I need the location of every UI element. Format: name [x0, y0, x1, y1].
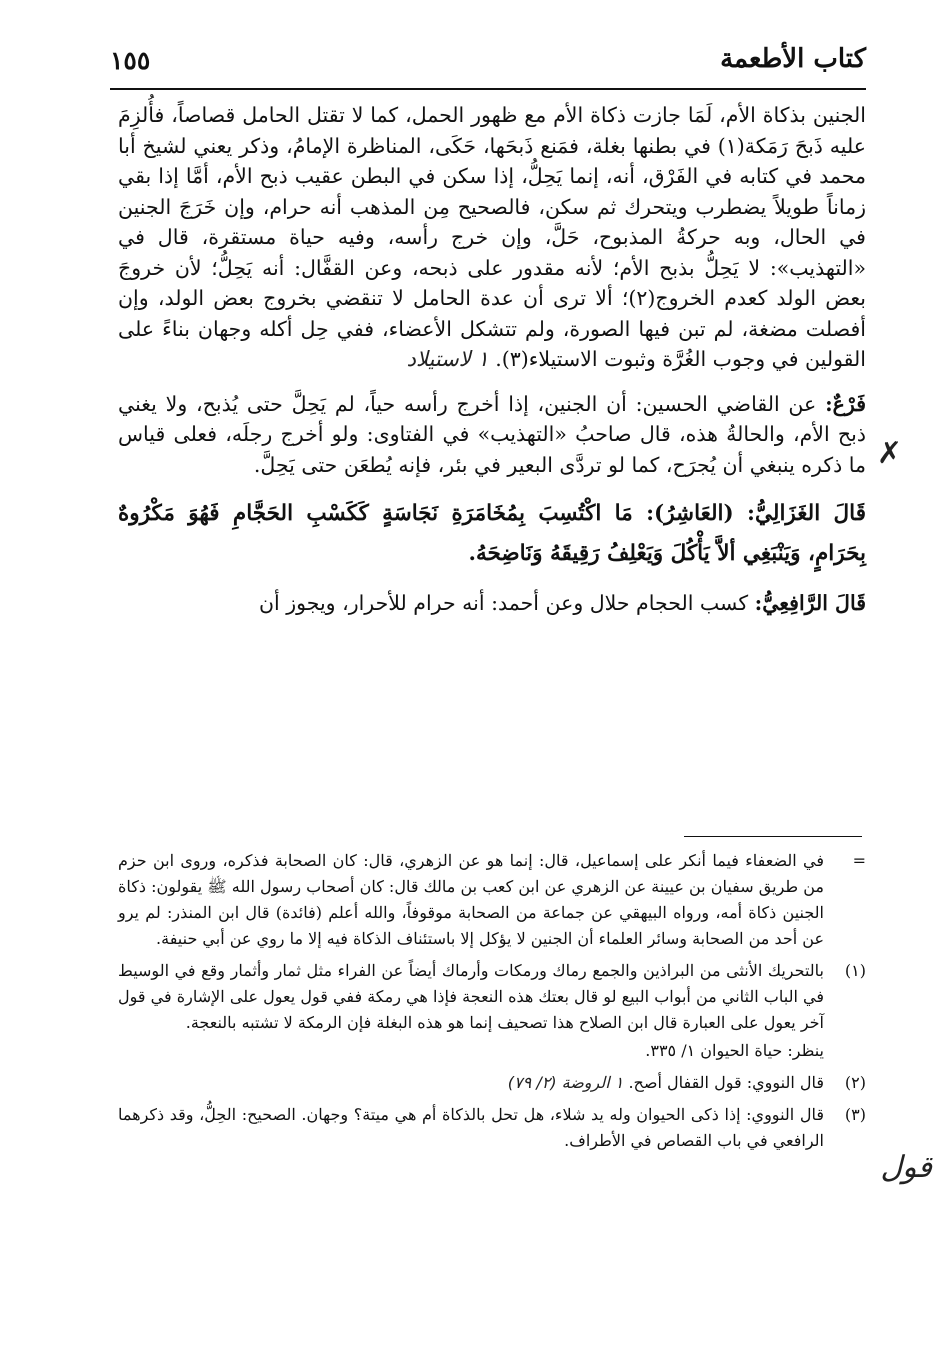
footnote-2-text: قال النووي: قول القفال أصح. — [628, 1073, 824, 1092]
footnote-1-reference: ينظر: حياة الحيوان ١/ ٣٣٥. — [645, 1041, 824, 1060]
footnote-2-marker: (٢) — [844, 1073, 866, 1092]
page-number: ١٥٥ — [110, 46, 151, 75]
rafii-paragraph — [118, 588, 866, 619]
rafii-heading: قَالَ الرَّافِعِيُّ: — [754, 591, 866, 615]
far-heading: فَرْعٌ: — [825, 391, 866, 416]
footnote-continuation-marker: = — [852, 851, 866, 870]
footnote-1-marker: (١) — [844, 961, 866, 980]
paragraph-1 — [118, 100, 866, 375]
paragraph-1-text: الجنين بذكاة الأم، لَمَا جازت ذكاة الأم مع ظهور الحمل، كما لا تقتل الحامل قصاصاً، فأُلزِمَ عليه ذَبحَ رَمَكة(١) في بطنها بغلة، فمَنع ذَبحَها، حَكَى، المناظرة الإمامُ، وذكر يعني لشيخ أبا محمد في كتابه في الفَرْق، أنه، إنما يَحِلُّ، إذا سكن في البطن عقيب ذبح الأم، أمَّا إذا بقي زماناً طويلاً يضطرب ويتحرك ثم سكن، فالصحيح مِن المذهب أنه حرام، وإن خَرَجَ الجنين في الحال، وبه حركةُ المذبوح، حَلَّ، وإن خرج رأسه، وفيه حياة مستقرة، قال في «التهذيب»: لا يَحِلُّ بذبح الأم؛ لأنه مقدور على ذبحه، وعن القفَّال: أنه يَحِلُّ؛ لأن خروجَ بعض الولد كعدم الخروج(٢)؛ ألا ترى أن عدة الحامل لا تنقضي بخروج بعض الولد، وإن أفصلت مضغة، لم تبن فيها الصورة، ولم تتشكل الأعضاء، ففي حِل أكله وجهان بناءً على القولين في وجوب الغُرَّة وثبوت الاستيلاء(٣). — [118, 103, 866, 371]
footnote-2 — [118, 1070, 866, 1096]
footnote-continuation-text: في الضعفاء فيما أنكر على إسماعيل، قال: إنما هو عن الزهري، قال: كان الصحابة فذكره، وروى ابن حزم من طريق سفيان بن عيينة عن الزهري عن ابن كعب بن مالك قال: كان أصحاب رسول الله ﷺ يقولون: ذكاة الجنين ذكاة أمه، ورواه البيهقي عن جماعة من الصحابة موقوفاً، والله أعلم (فائدة) قال ابن المنذر: لم يرو عن أحد من الصحابة وسائر العلماء أن الجنين لا يؤكل إلا باستئناف الذكاة فيه إلا ما روي عن أبي حنيفة. — [118, 851, 825, 948]
footnote-3 — [118, 1102, 866, 1154]
margin-x-mark: ✗ — [876, 436, 902, 471]
main-text — [118, 100, 866, 619]
rafii-paragraph-text: كسب الحجام حلال وعن أحمد: أنه حرام للأحرار، ويجوز أن — [258, 591, 749, 615]
footnote-3-marker: (٣) — [844, 1105, 866, 1124]
footnote-rule — [684, 836, 862, 837]
margin-handwritten-word: قول — [880, 1150, 932, 1185]
footnote-continuation — [118, 848, 866, 952]
footnote-2-handwritten-note: ١ الروضة (٢/ ٧٩) — [507, 1073, 624, 1092]
footnote-1 — [118, 958, 866, 1064]
page-header — [110, 40, 866, 80]
ghazali-quote — [118, 494, 866, 574]
footnote-3-text: قال النووي: إذا ذكى الحيوان وله يد شلاء، هل تحل بالذكاة أم هي ميتة؟ وجهان. الصحيح: الحِلُّ، وقد ذكرهما الرافعي في باب القصاص في الأطراف. — [118, 1105, 824, 1150]
footnote-1-text: بالتحريك الأنثى من البراذين والجمع رماك ورمكات وأرماك أيضاً عن الفراء مثل ثمار وأثمار وقع في الوسيط في الباب الثاني من أبواب البيع لو قال بعتك هذه النعجة فإذا هي رمكة ففي قول يعول على الإشارة في قول آخر يعول على العبارة قال ابن الصلاح هذا تصحيف إنما هو هذه البغلة فإن الرمكة لا تشتبه بالنعجة. — [118, 961, 825, 1032]
header-rule — [110, 88, 866, 90]
handwritten-correction: ١ لاستيلاد — [406, 347, 489, 371]
ghazali-quote-text: قَالَ الغَزَالِيُّ: (العَاشِرُ): مَا اكْتُسِبَ بِمُخَامَرَةِ نَجَاسَةٍ كَكَسْبِ الحَجَّامِ فَهُوَ مَكْرُوهٌ بِحَرَامٍ، وَيَنْبَغِي ألاَّ يَأْكُلَ وَيَعْلِفُ رَقِيقَهُ وَنَاضِحَهُ. — [118, 501, 866, 566]
paragraph-far — [118, 389, 866, 481]
running-title: كتاب الأطعمة — [720, 44, 866, 74]
paragraph-far-text: عن القاضي الحسين: أن الجنين، إذا أخرج رأسه حياً، لم يَحِلَّ حتى يُذبح، ولا يغني ذبح الأم، والحالةُ هذه، قال صاحبُ «التهذيب» في الفتاوى: ولو أخرج رجلَه، فعلى قياس ما ذكره ينبغي أن يُجرَح، كما لو تردَّى البعير في بئر، فإنه يُطعَن حتى يَحِلَّ. — [118, 391, 866, 477]
footnotes — [118, 848, 866, 1160]
